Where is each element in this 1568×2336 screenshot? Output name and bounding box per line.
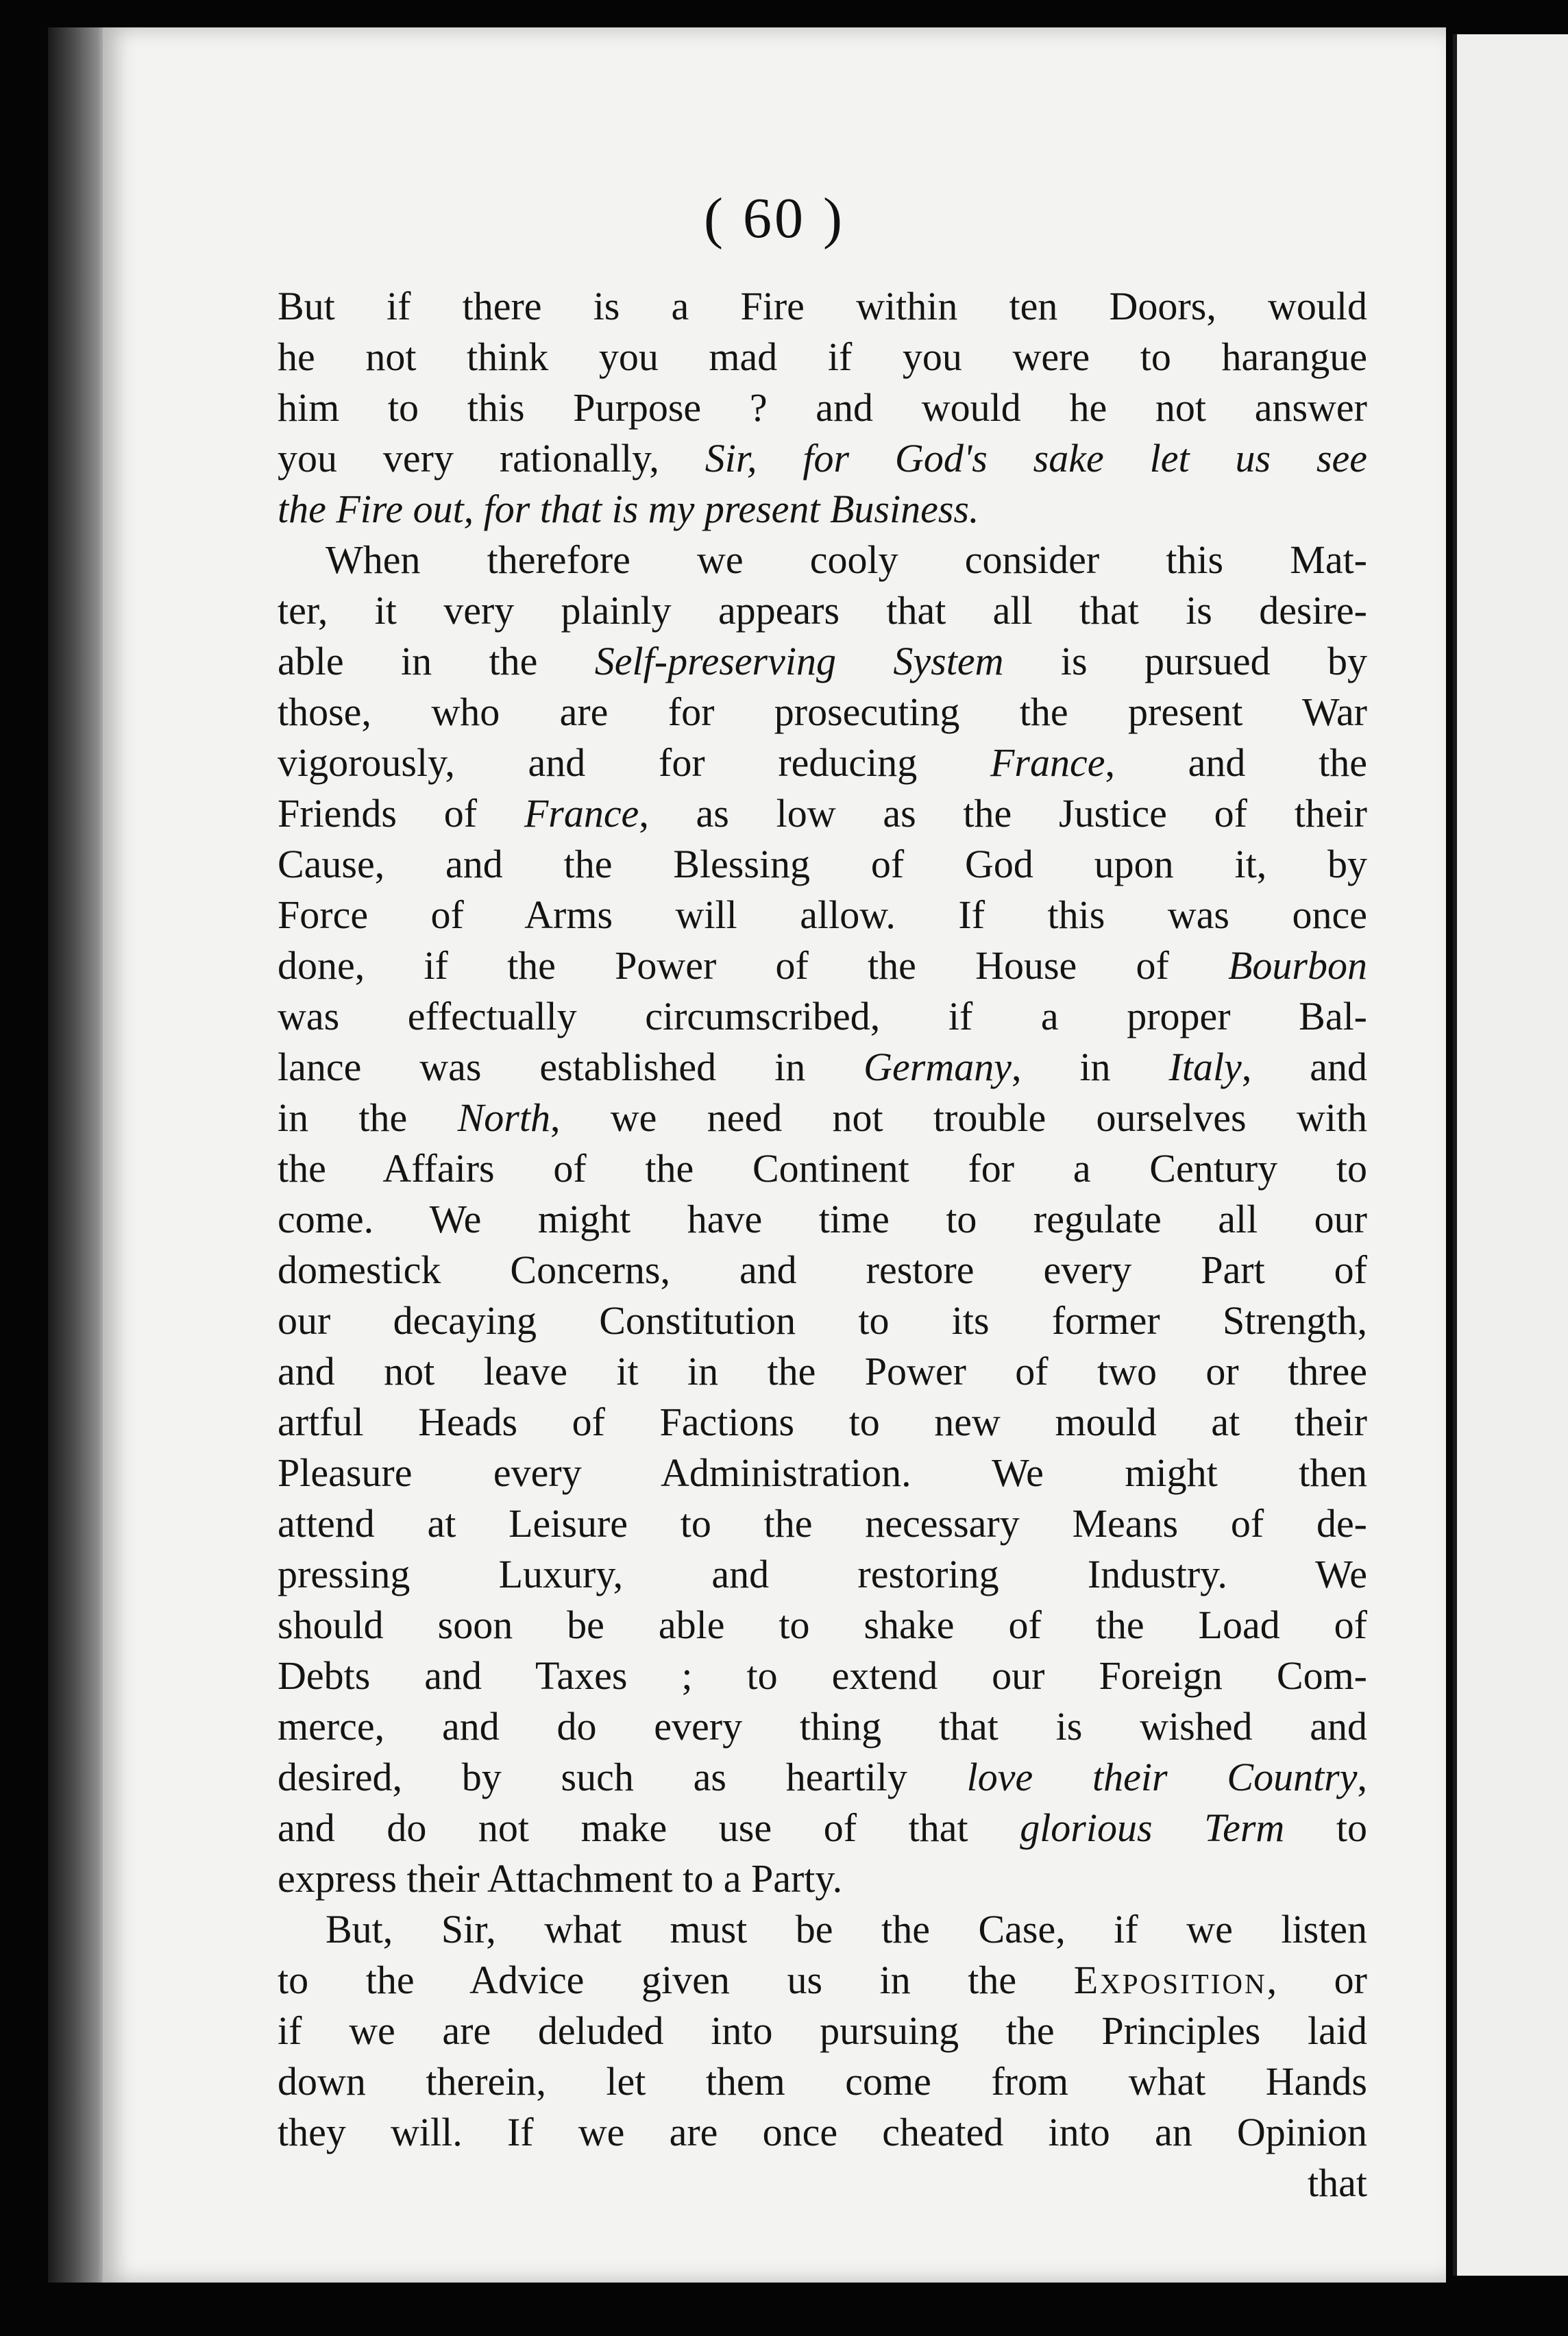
text-line [278,1853,1367,1904]
italic-text: North [457,1095,550,1140]
text-line [278,433,1367,484]
text-line [278,991,1367,1042]
text-line [278,1194,1367,1245]
text-line [278,1549,1367,1600]
text-line [278,1600,1367,1651]
text-segment: , and the [1105,740,1367,785]
text-segment: desired, by such as heartily [278,1755,967,1799]
text-segment: is pursued by [1003,639,1367,683]
text-segment: But, Sir, what must be the Case, if we listen [326,1907,1367,1951]
page-number: ( 60 ) [704,186,845,250]
text-segment: Pleasure every Administration. We might then [278,1450,1367,1495]
text-segment: merce, and do every thing that is wished and [278,1704,1367,1749]
text-segment: artful Heads of Factions to new mould at their [278,1400,1367,1444]
text-line [278,1955,1367,2006]
italic-text: France [524,791,639,836]
italic-text: Self-preserving System [594,639,1004,683]
text-line [278,1651,1367,1701]
italic-text: love their Country [966,1755,1358,1799]
italic-text: glorious Term [1020,1805,1285,1850]
text-line [278,2158,1367,2209]
text-segment: the Affairs of the Continent for a Century to [278,1146,1367,1191]
text-segment: , as low as the Justice of their [639,791,1367,836]
text-segment: able in the [278,639,595,683]
text-segment: , and [1241,1045,1367,1089]
text-segment: you very rationally, [278,436,705,480]
text-segment: , or [1266,1958,1367,2002]
text-line [278,1346,1367,1397]
italic-text: Germany [863,1045,1012,1089]
text-segment: , we need not trouble ourselves with [550,1095,1367,1140]
text-line [278,585,1367,636]
text-segment: Cause, and the Blessing of God upon it, by [278,842,1367,886]
text-line [278,839,1367,890]
text-segment: attend at Leisure to the necessary Means of de- [278,1501,1367,1546]
small-caps-text: Exposition [1073,1958,1267,2002]
italic-text: the Fire out, for that is my present Business. [278,487,979,531]
text-segment: down therein, let them come from what Hands [278,2059,1367,2104]
text-line [278,1752,1367,1803]
text-line [278,890,1367,940]
text-line [278,535,1367,585]
text-segment: him to this Purpose ? and would he not answer [278,385,1367,430]
text-line [278,382,1367,433]
text-segment: Debts and Taxes ; to extend our Foreign Com- [278,1653,1367,1698]
facing-page-edge [1453,34,1568,2276]
text-line [278,332,1367,382]
text-line [278,281,1367,332]
text-line [278,1803,1367,1853]
text-segment: Force of Arms will allow. If this was once [278,892,1367,937]
text-line [278,484,1367,535]
text-segment: and do not make use of that [278,1805,1020,1850]
text-line [278,2056,1367,2107]
text-segment: our decaying Constitution to its former Strength, [278,1298,1367,1343]
text-line [278,1245,1367,1295]
text-segment: come. We might have time to regulate all our [278,1197,1367,1241]
text-segment: pressing Luxury, and restoring Industry. We [278,1552,1367,1596]
text-line [278,1904,1367,1955]
text-segment: lance was established in [278,1045,864,1089]
text-line [278,1143,1367,1194]
text-segment: should soon be able to shake of the Load of [278,1603,1367,1647]
italic-text: France [990,740,1105,785]
text-line [278,940,1367,991]
binding-shadow [48,27,110,2283]
text-line [278,2107,1367,2158]
text-line [278,1295,1367,1346]
text-line [278,1093,1367,1143]
text-segment: if we are deluded into pursuing the Principles laid [278,2008,1367,2053]
italic-text: Sir, for God's sake let us see [705,436,1367,480]
body-text [278,281,1367,2209]
text-segment: they will. If we are once cheated into an Opinion [278,2110,1367,2154]
text-line [278,1397,1367,1448]
text-segment: he not think you mad if you were to harangue [278,334,1367,379]
text-segment: to the Advice given us in the [278,1958,1074,2002]
text-segment: , in [1012,1045,1169,1089]
text-segment: to [1284,1805,1367,1850]
text-line [278,738,1367,788]
text-segment: express their Attachment to a Party. [278,1856,843,1901]
text-segment: , [1357,1755,1367,1799]
text-line [278,687,1367,738]
text-segment: vigorously, and for reducing [278,740,990,785]
text-segment: and not leave it in the Power of two or three [278,1349,1367,1394]
text-segment: Friends of [278,791,524,836]
text-line [278,636,1367,687]
text-segment: in the [278,1095,458,1140]
text-segment: ter, it very plainly appears that all that is desire- [278,588,1367,633]
text-line [278,1448,1367,1498]
text-line [278,788,1367,839]
text-line [278,1498,1367,1549]
text-line [278,1042,1367,1093]
text-segment: domestick Concerns, and restore every Part of [278,1248,1367,1292]
italic-text: Italy [1168,1045,1242,1089]
italic-text: Bourbon [1228,943,1367,988]
book-page [103,27,1446,2283]
text-line [278,1701,1367,1752]
text-segment: that [1308,2161,1367,2205]
text-segment: was effectually circumscribed, if a proper Bal- [278,994,1367,1038]
text-segment: When therefore we cooly consider this Mat- [326,537,1367,582]
text-segment: those, who are for prosecuting the present War [278,690,1367,734]
text-segment: done, if the Power of the House of [278,943,1228,988]
text-line [278,2006,1367,2056]
text-segment: But if there is a Fire within ten Doors, would [278,284,1367,328]
